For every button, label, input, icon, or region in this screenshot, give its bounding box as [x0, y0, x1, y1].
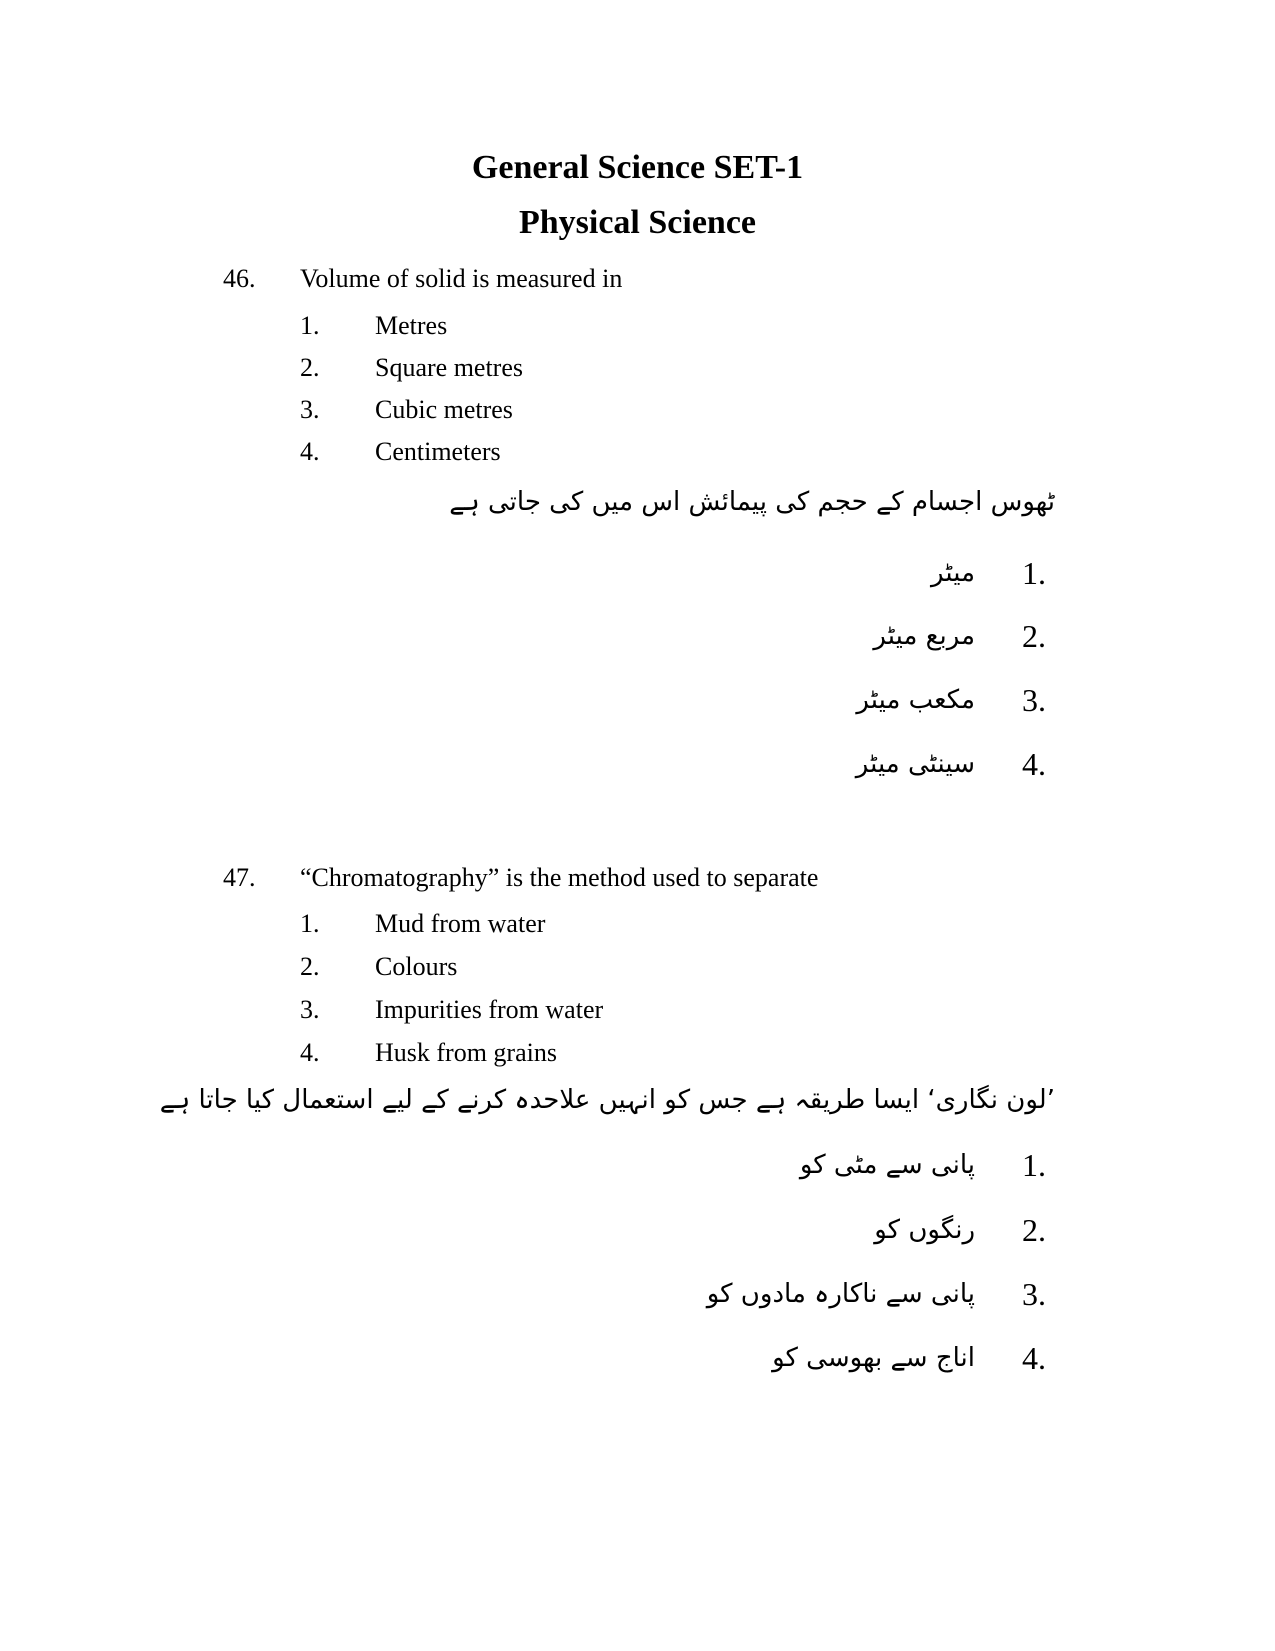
question-47-option-1: Mud from water [375, 909, 546, 938]
question-47-urdu-option-4-number: 4. [1022, 1340, 1046, 1376]
page-title: General Science SET-1 [471, 149, 804, 186]
question-47-urdu-option-2: رنگوں کو [874, 1215, 975, 1245]
question-47-option-4-number: 4. [300, 1038, 320, 1067]
question-47-urdu-option-1: پانی سے مٹی کو [799, 1150, 975, 1180]
question-46-urdu-option-2-number: 2. [1022, 618, 1046, 654]
question-46-urdu-option-1-number: 1. [1022, 555, 1046, 591]
question-46-text: Volume of solid is measured in [300, 264, 623, 293]
question-47-urdu-option-1-number: 1. [1022, 1147, 1046, 1183]
question-47-option-1-number: 1. [300, 909, 320, 938]
question-47-urdu-option-3: پانی سے ناکارہ مادوں کو [706, 1279, 975, 1309]
question-47-text: “Chromatography” is the method used to separate [300, 863, 819, 892]
question-47-urdu-text: ’لون نگاری‘ ایسا طریقہ ہے جس کو انہیں علاحدہ کرنے کے لیے استعمال کیا جاتا ہے [159, 1085, 1055, 1115]
question-47-urdu-option-3-number: 3. [1022, 1276, 1046, 1312]
question-46-option-1-number: 1. [300, 311, 320, 340]
question-47-option-2: Colours [375, 952, 458, 981]
section-title: Physical Science [518, 204, 757, 241]
question-46-option-2-number: 2. [300, 353, 320, 382]
question-46-option-2: Square metres [375, 353, 524, 382]
question-46-option-4: Centimeters [375, 437, 501, 466]
question-46-urdu-text: ٹھوس اجسام کے حجم کی پیمائش اس میں کی جاتی ہے [449, 487, 1055, 517]
question-46-urdu-option-4-number: 4. [1022, 746, 1046, 782]
question-46-urdu-option-3-number: 3. [1022, 682, 1046, 718]
question-46-urdu-option-1: میٹر [931, 558, 975, 588]
question-46-urdu-option-3: مکعب میٹر [856, 685, 975, 715]
question-47-option-3-number: 3. [300, 995, 320, 1024]
question-47-urdu-option-2-number: 2. [1022, 1212, 1046, 1248]
question-46-urdu-option-4: سینٹی میٹر [855, 749, 975, 779]
question-46-number: 46. [223, 264, 256, 293]
question-47-option-3: Impurities from water [375, 995, 604, 1024]
question-47-number: 47. [223, 863, 256, 892]
question-47-urdu-option-4: اناج سے بھوسی کو [772, 1343, 975, 1373]
question-47-option-4: Husk from grains [375, 1038, 557, 1067]
question-46-urdu-option-2: مربع میٹر [873, 621, 975, 651]
question-47-option-2-number: 2. [300, 952, 320, 981]
question-46-option-3-number: 3. [300, 395, 320, 424]
question-46-option-1: Metres [375, 311, 448, 340]
question-46-option-4-number: 4. [300, 437, 320, 466]
question-46-option-3: Cubic metres [375, 395, 513, 424]
